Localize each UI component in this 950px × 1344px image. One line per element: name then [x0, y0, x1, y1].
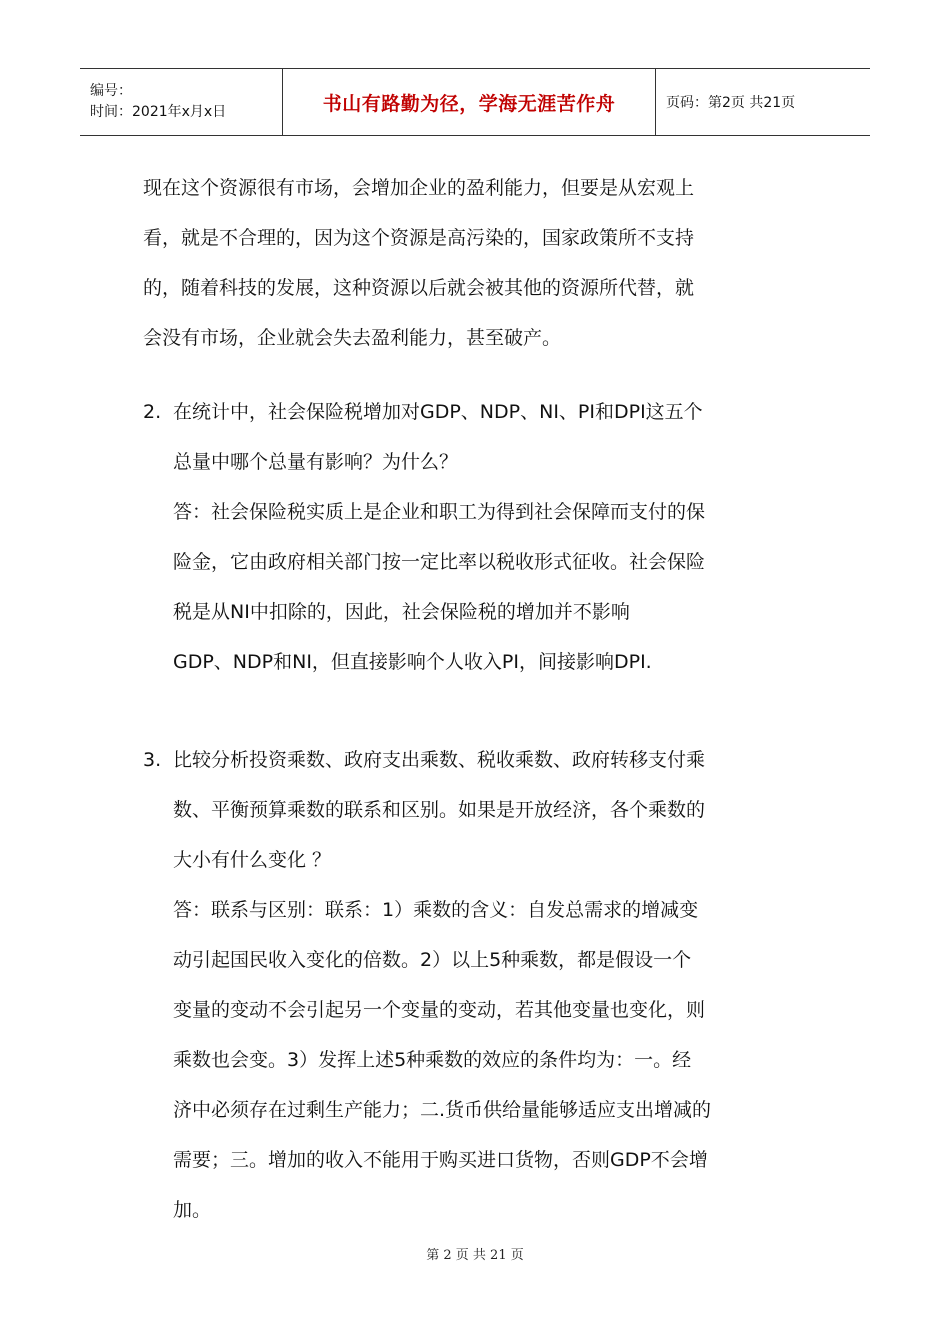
- answer-line: 变量的变动不会引起另一个变量的变动，若其他变量也变化，则: [173, 999, 706, 1021]
- question-text: 大小有什么变化 ？: [173, 849, 332, 871]
- header-page-info: 页码：第2页 共21页: [666, 95, 796, 111]
- code-label: 编号：: [90, 83, 132, 99]
- answer-line: 税是从NI中扣除的，因此，社会保险税的增加并不影响: [173, 601, 630, 623]
- paragraph-continued: [143, 163, 813, 363]
- header-motto: 书山有路勤为径，学海无涯苦作舟: [282, 69, 656, 135]
- question-number: 3.: [143, 749, 162, 771]
- question-3-first-line: [143, 735, 813, 785]
- page-header: [80, 68, 870, 136]
- answer-line: 险金，它由政府相关部门按一定比率以税收形式征收。社会保险: [173, 551, 706, 573]
- answer-line: 答：联系与区别：联系：1）乘数的含义：自发总需求的增减变: [173, 899, 699, 921]
- answer-line: 加。: [173, 1199, 212, 1221]
- answer-line: 答：社会保险税实质上是企业和职工为得到社会保障而支付的保: [173, 501, 706, 523]
- answer-line: 乘数也会变。3）发挥上述5种乘数的效应的条件均为：一。经: [173, 1049, 692, 1071]
- text-line: 现在这个资源很有市场，会增加企业的盈利能力，但要是从宏观上: [143, 177, 695, 199]
- question-text: 总量中哪个总量有影响？为什么？: [173, 451, 459, 473]
- time-label: 时间：2021年x月x日: [90, 104, 227, 120]
- page-footer: 第 2 页 共 21 页: [426, 1248, 524, 1263]
- header-meta: [80, 69, 282, 135]
- question-text: 在统计中，社会保险税增加对GDP、NDP、NI、PI和DPI这五个: [173, 401, 703, 423]
- question-text: 比较分析投资乘数、政府支出乘数、税收乘数、政府转移支付乘: [173, 749, 706, 771]
- question-3: [143, 735, 813, 1235]
- text-line: 看，就是不合理的，因为这个资源是高污染的，国家政策所不支持: [143, 227, 695, 249]
- question-number: 2.: [143, 401, 162, 423]
- text-line: 会没有市场，企业就会失去盈利能力，甚至破产。: [143, 327, 562, 349]
- question-2: [143, 387, 813, 687]
- answer-line: 需要；三。增加的收入不能用于购买进口货物，否则GDP不会增: [173, 1149, 708, 1171]
- question-2-first-line: [143, 387, 813, 437]
- text-line: 的，随着科技的发展，这种资源以后就会被其他的资源所代替，就: [143, 277, 695, 299]
- document-body: [143, 163, 813, 1235]
- answer-line: GDP、NDP和NI，但直接影响个人收入PI，间接影响DPI.: [173, 651, 652, 673]
- answer-line: 动引起国民收入变化的倍数。2）以上5种乘数，都是假设一个: [173, 949, 692, 971]
- answer-line: 济中必须存在过剩生产能力；二.货币供给量能够适应支出增减的: [173, 1099, 712, 1121]
- question-text: 数、平衡预算乘数的联系和区别。如果是开放经济，各个乘数的: [173, 799, 706, 821]
